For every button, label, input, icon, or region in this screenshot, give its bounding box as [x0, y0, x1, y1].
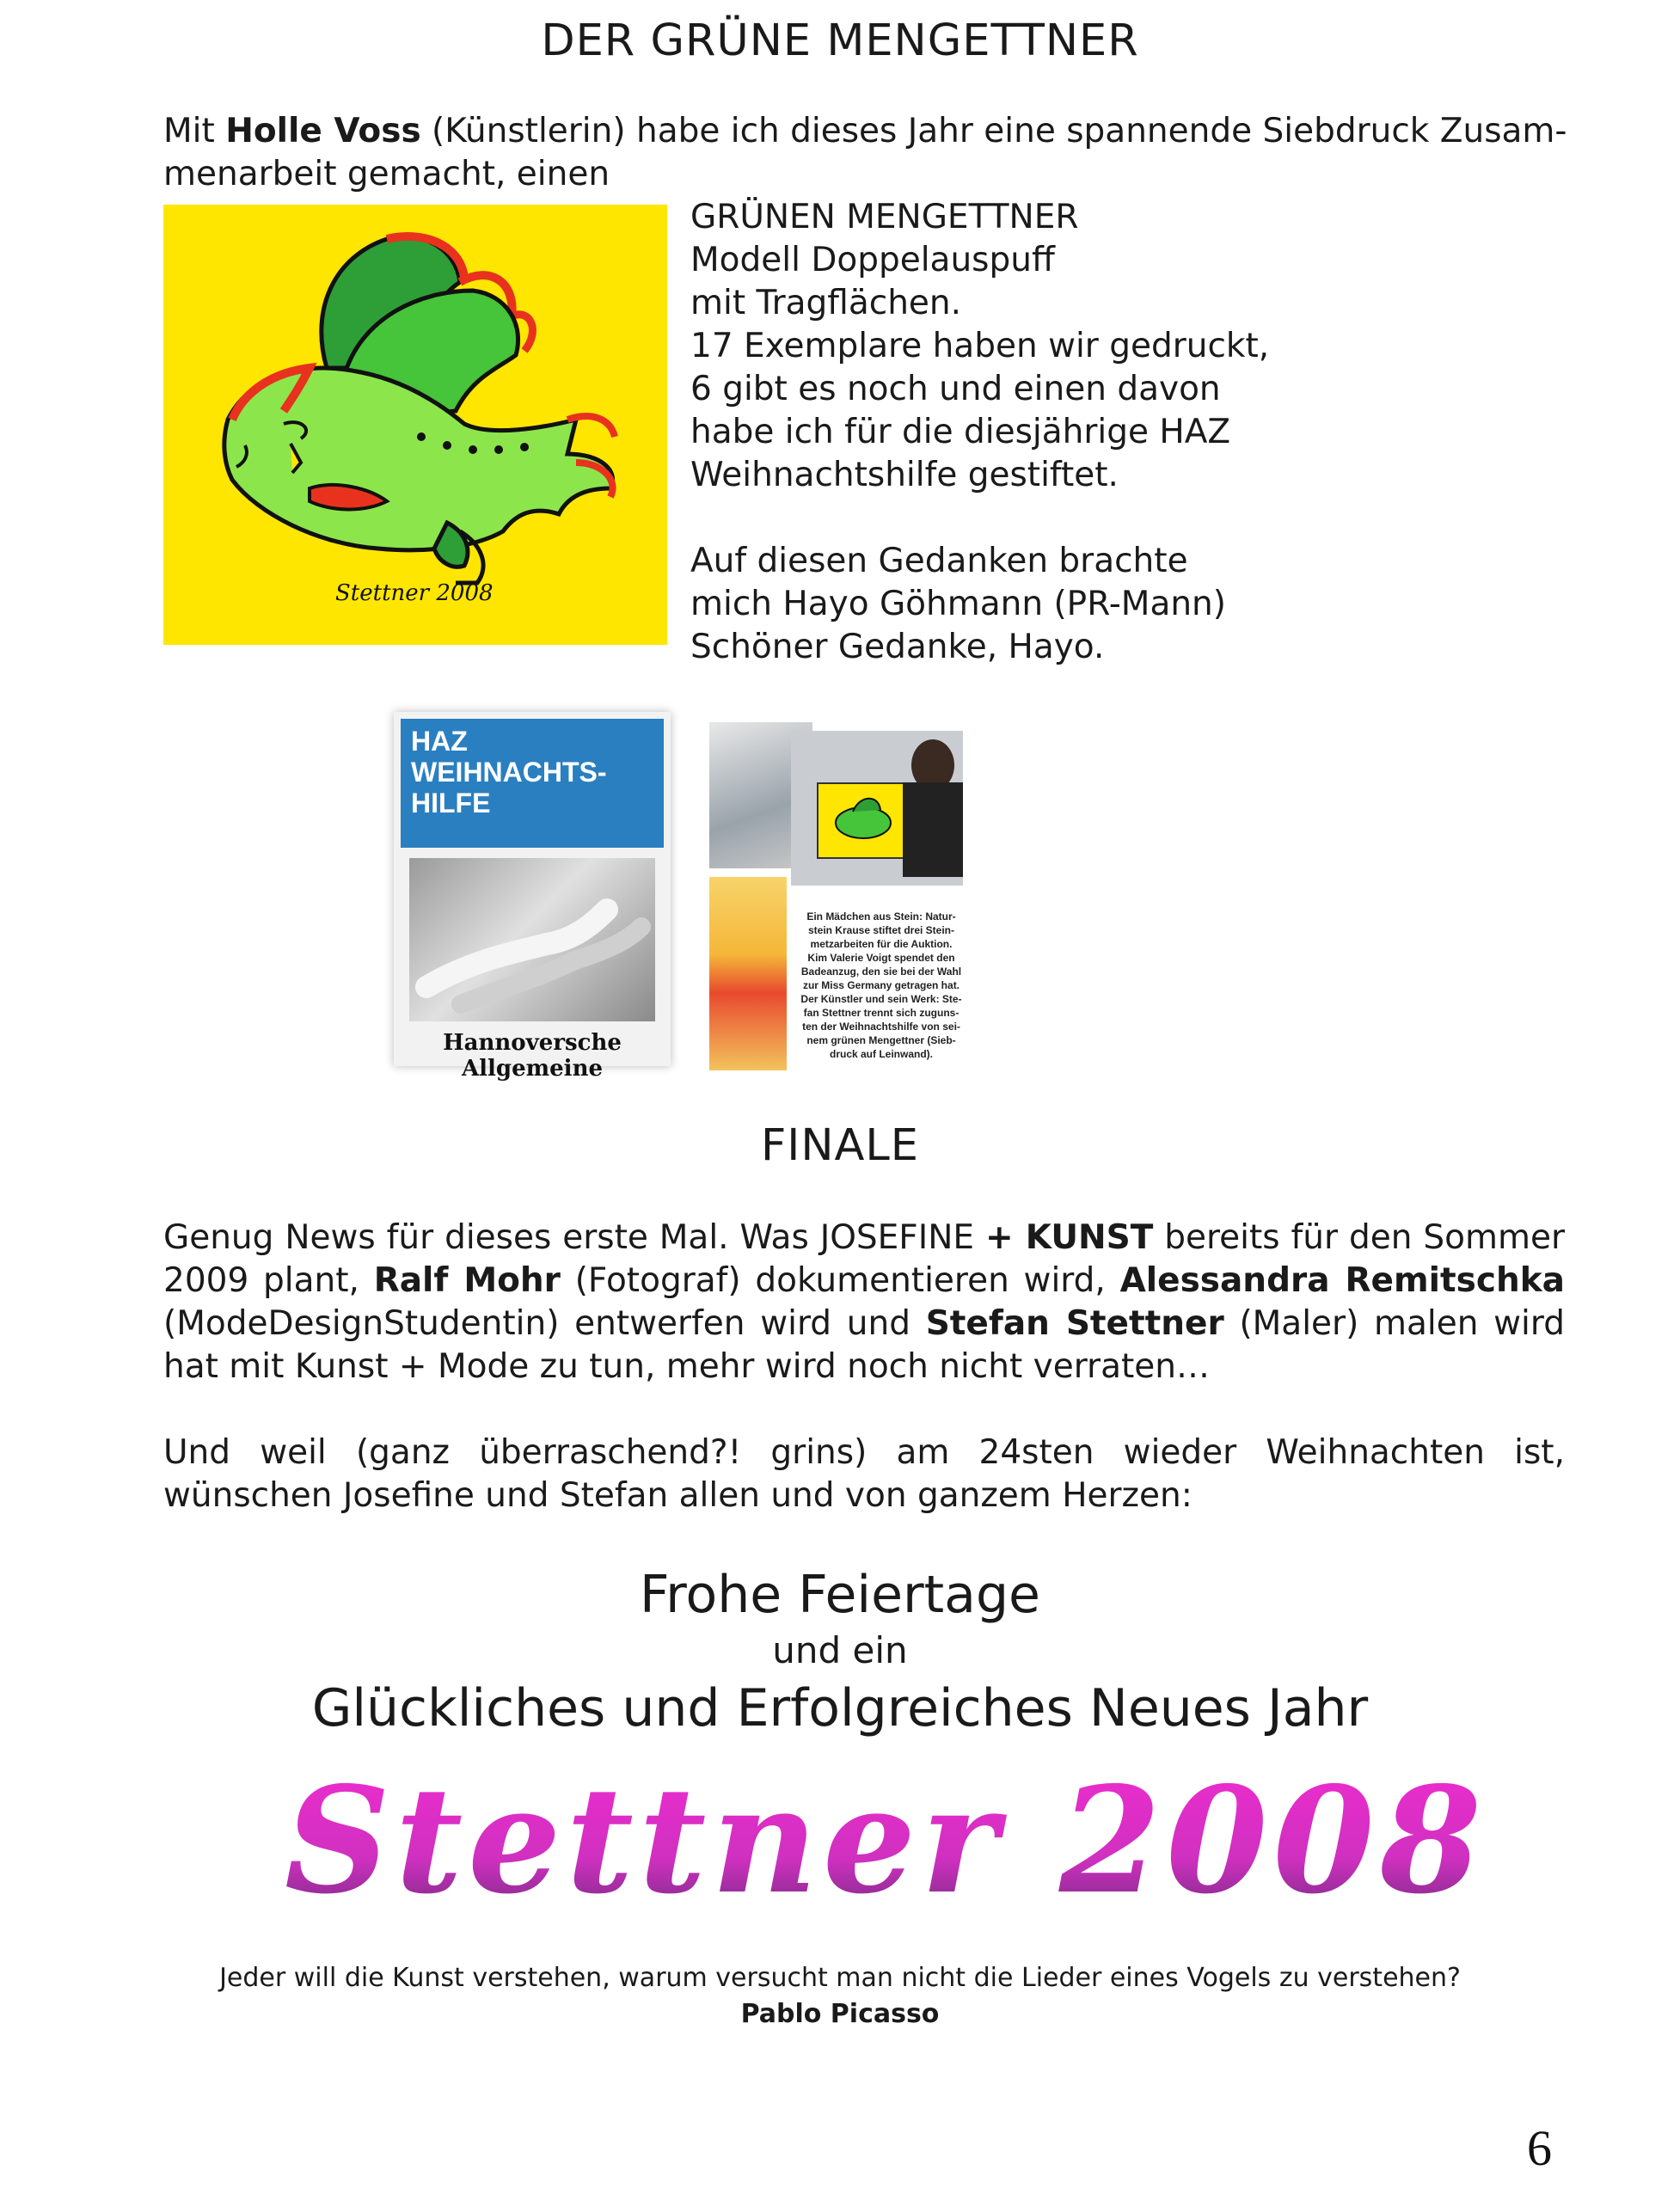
- greeting-line-3: Glückliches und Erfolgreiches Neues Jahr: [311, 1678, 1369, 1738]
- hands-photo: [409, 858, 655, 1021]
- haz-header-banner: HAZ WEIHNACHTS- HILFE: [401, 719, 664, 848]
- section-title-finale: FINALE: [760, 1120, 920, 1171]
- section-title-gruene-mengettner: DER GRÜNE MENGETTNER: [541, 15, 1139, 66]
- finale-paragraph-1: Genug News für dieses erste Mal. Was JOSEFINE + KUNST bereits für den Sommer 2009 plant, Ralf Mohr (Fotograf) dokumentieren wird, Alessandra Remitschka (ModeDesignStudentin) entwerfen wird und Stefan Stettner (Maler) malen wird hat mit Kunst + Mode zu tun, mehr wird noch nicht verraten…: [163, 1218, 1565, 1386]
- photographer-name: Ralf Mohr: [373, 1261, 561, 1300]
- quote-author: Pablo Picasso: [740, 1999, 940, 2029]
- finale-paragraph-2: Und weil (ganz überraschend?! grins) am 24sten wieder Weihnachten ist, wünschen Josefine und Stefan allen und von ganzem Herzen:: [163, 1433, 1565, 1515]
- intro-line-2: menarbeit gemacht, einen: [163, 155, 610, 193]
- swimsuit-model-photo: [709, 877, 787, 1070]
- green-mengettner-artwork: [163, 205, 667, 645]
- artist-name: Holle Voss: [225, 112, 421, 150]
- bird-description: GRÜNEN MENGETTNER Modell Doppelauspuff mit Tragflächen. 17 Exemplare haben wir gedruckt, 6 gibt es noch und einen davon habe ich für die diesjährige HAZ Weihnachtshilfe gestiftet. Auf diesen Gedanken brachte mich Hayo Göhmann (PR-Mann) Schöner Gedanke, Hayo.: [690, 198, 1270, 666]
- greeting-line-2: und ein: [772, 1629, 908, 1671]
- clipping-caption: Ein Mädchen aus Stein: Natur- stein Krause stiftet drei Stein- metzarbeiten für die Auktion. Kim Valerie Voigt spendet den Badeanzug, den sie bei der Wahl zur Miss Germany getragen hat. Der Künstler und sein Werk: Ste- fan Stettner trennt sich zuguns- ten der Weihnachtshilfe von sei- nem grünen Mengettner (Sieb- druck auf Leinwand).: [800, 910, 962, 1060]
- haz-newspaper-clipping: [394, 712, 671, 1082]
- stettner-signature: [284, 1745, 1487, 1943]
- intro-line-1: Mit Holle Voss (Künstlerin) habe ich dieses Jahr eine spannende Siebdruck Zusam-: [163, 112, 1567, 150]
- bird-signature: Stettner 2008: [335, 580, 494, 606]
- bird-illustration: [163, 205, 667, 645]
- article-clipping: [705, 722, 972, 1075]
- page-number: 6: [1527, 2120, 1552, 2176]
- designer-name: Alessandra Remitschka: [1119, 1261, 1565, 1300]
- painter-name: Stefan Stettner: [925, 1304, 1224, 1343]
- greeting-line-1: Frohe Feiertage: [640, 1565, 1040, 1625]
- picasso-quote: Jeder will die Kunst verstehen, warum versucht man nicht die Lieder eines Vogels zu verstehen?: [219, 1963, 1461, 1993]
- artist-with-painting-photo: [791, 731, 963, 886]
- haz-masthead: Hannoversche Allgemeine: [443, 1030, 622, 1082]
- signature-text: Stettner 2008: [284, 1755, 1487, 1927]
